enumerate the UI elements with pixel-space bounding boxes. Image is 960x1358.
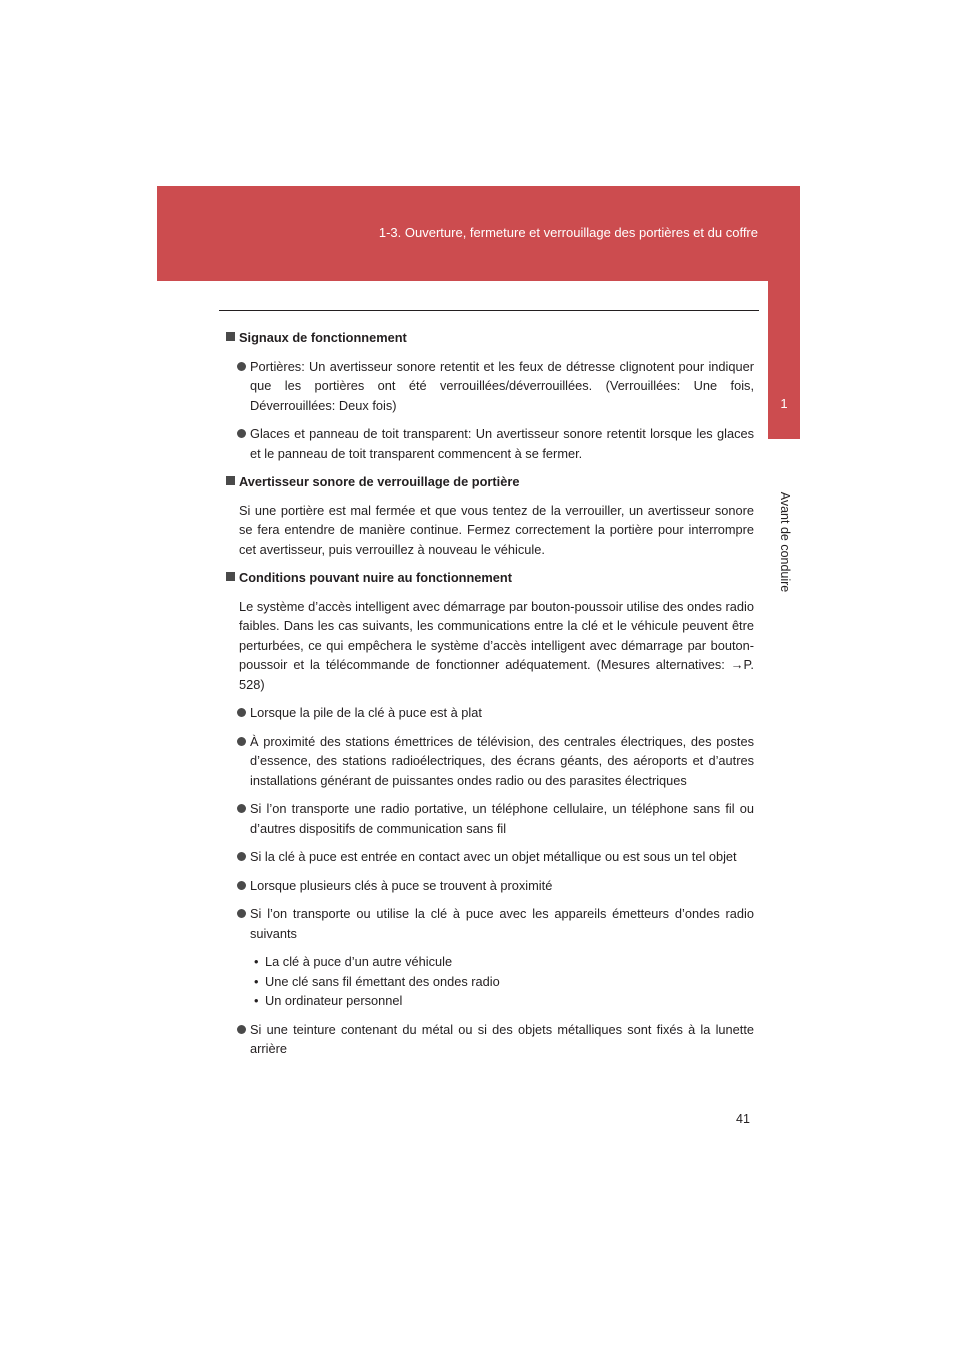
- page-content: [226, 328, 754, 1059]
- sub-list-item: • La clé à puce d’un autre véhicule: [226, 952, 754, 972]
- chapter-number: 1: [780, 396, 788, 411]
- circle-bullet-icon: [237, 362, 246, 371]
- circle-bullet-icon: [237, 708, 246, 717]
- square-bullet-icon: [226, 476, 235, 485]
- circle-bullet-icon: [237, 1025, 246, 1034]
- chapter-side-label-text: Avant de conduire: [778, 491, 792, 593]
- bullet-item: Portières: Un avertisseur sonore retentit et les feux de détresse clignotent pour indiquer que les portières ont été verrouillées/déverrouillées. (Verrouillées: Une fois, Déverrouillées: Deux fois): [226, 357, 754, 416]
- circle-bullet-icon: [237, 909, 246, 918]
- chapter-header-band: [157, 186, 800, 281]
- circle-bullet-icon: [237, 429, 246, 438]
- circle-bullet-icon: [237, 881, 246, 890]
- bullet-item: Lorsque la pile de la clé à puce est à plat: [226, 703, 754, 723]
- section-heading: Avertisseur sonore de verrouillage de portière: [226, 472, 754, 492]
- bullet-item: Si une teinture contenant du métal ou si des objets métalliques sont fixés à la lunette arrière: [226, 1020, 754, 1059]
- middle-dot-icon: •: [254, 954, 259, 969]
- bullet-item: Si l’on transporte une radio portative, un téléphone cellulaire, un téléphone sans fil ou d’autres dispositifs de communication sans fil: [226, 799, 754, 838]
- sub-list-item: • Un ordinateur personnel: [226, 991, 754, 1011]
- square-bullet-icon: [226, 572, 235, 581]
- chapter-side-label: [776, 482, 794, 602]
- section-paragraph: Le système d’accès intelligent avec démarrage par bouton-poussoir utilise des ondes radio faibles. Dans les cas suivants, les communications entre la clé et le véhicule peuvent être perturbées, ce qui empêchera le système d’accès intelligent avec démarrage par bouton-poussoir et la télécommande de fonctionner adéquatement. (Mesures alternatives: →P. 528): [239, 598, 754, 692]
- chapter-side-tab: [768, 281, 800, 439]
- header-rule: [219, 310, 759, 311]
- page-number: 41: [736, 1112, 750, 1126]
- circle-bullet-icon: [237, 852, 246, 861]
- sub-list-item: • Une clé sans fil émettant des ondes radio: [226, 972, 754, 992]
- section-paragraph: Si une portière est mal fermée et que vous tentez de la verrouiller, un avertisseur sonore se fera entendre de manière continue. Fermez correctement la portière pour interrompre cet avertisseur, puis verrouillez à nouveau le véhicule.: [239, 502, 754, 557]
- section-heading: Signaux de fonctionnement: [226, 328, 754, 348]
- circle-bullet-icon: [237, 804, 246, 813]
- chapter-title: 1-3. Ouverture, fermeture et verrouillage des portières et du coffre: [378, 225, 758, 240]
- middle-dot-icon: •: [254, 993, 259, 1008]
- circle-bullet-icon: [237, 737, 246, 746]
- bullet-item: À proximité des stations émettrices de télévision, des centrales électriques, des postes d’essence, des stations radioélectriques, des écrans géants, des aéroports et d’autres installations générant de puissantes ondes radio ou des parasites électriques: [226, 732, 754, 791]
- middle-dot-icon: •: [254, 973, 259, 989]
- bullet-item: Si l’on transporte ou utilise la clé à puce avec les appareils émetteurs d’ondes radio suivants: [226, 904, 754, 943]
- square-bullet-icon: [226, 332, 235, 341]
- bullet-item: Si la clé à puce est entrée en contact avec un objet métallique ou est sous un tel objet: [226, 847, 754, 867]
- bullet-item: Lorsque plusieurs clés à puce se trouvent à proximité: [226, 876, 754, 896]
- section-heading: Conditions pouvant nuire au fonctionnement: [226, 568, 754, 588]
- bullet-item: Glaces et panneau de toit transparent: Un avertisseur sonore retentit lorsque les glaces et le panneau de toit transparent commencent à se fermer.: [226, 424, 754, 463]
